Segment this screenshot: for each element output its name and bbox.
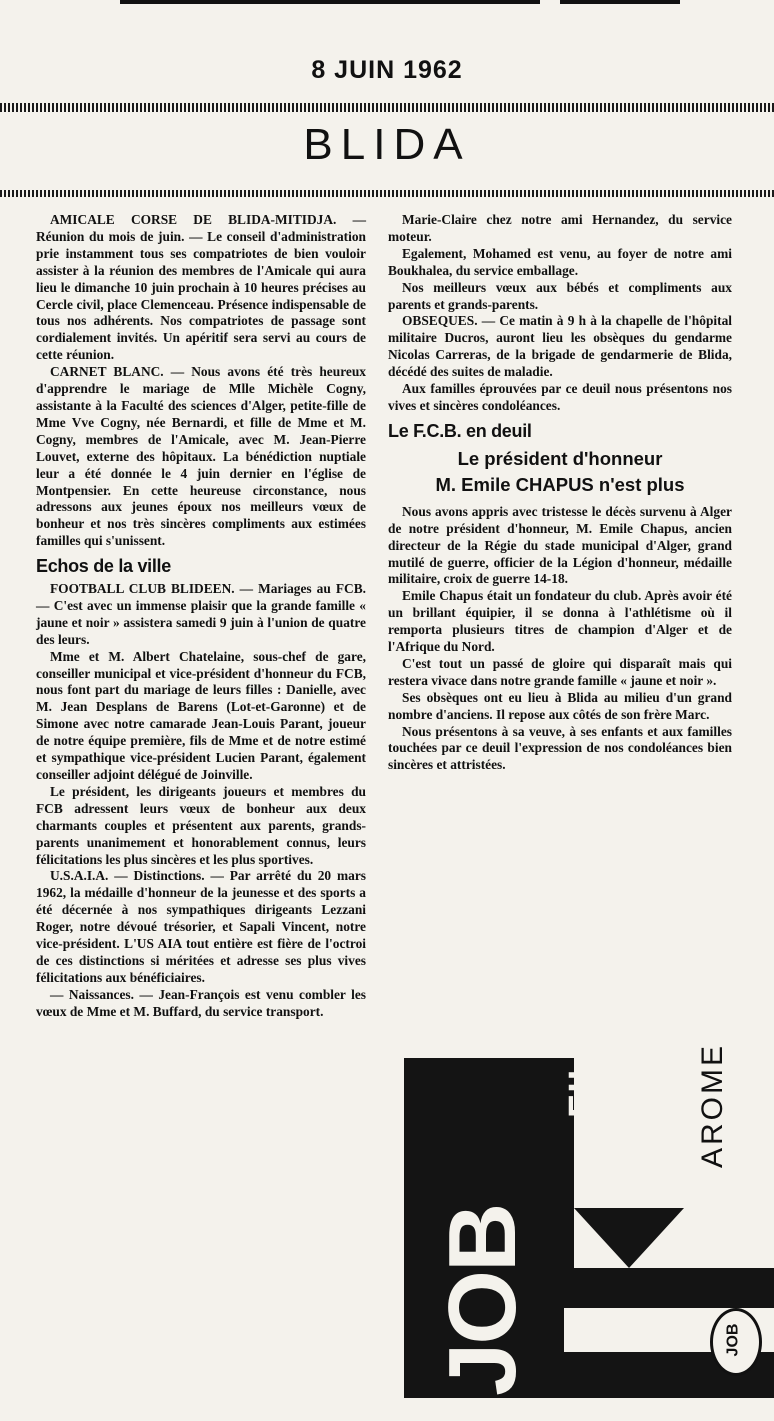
ad-seal-text: JOB bbox=[724, 1323, 742, 1357]
article-obseques: OBSEQUES. — Ce matin à 9 h à la chapelle de l'hôpital militaire Ducros, auront lieu les obsèques du gendarme Nicolas Carreras, de la brigade de gendarmerie de Blida, décédé des suites de maladie. bbox=[388, 313, 732, 380]
job-seal-icon bbox=[710, 1308, 762, 1376]
heading-echos: Echos de la ville bbox=[36, 556, 171, 577]
right-column bbox=[388, 212, 732, 774]
top-rule-right bbox=[560, 0, 680, 4]
article-chapus-deces: Nous avons appris avec tristesse le décès survenu à Alger de notre président d'honneur, M. Emile Chapus, ancien directeur de la Régie du stade municipal d'Alger, grand mutilé de guerre, officier de la Légion d'honneur, médaille militaire, croix de guerre 14-18. bbox=[388, 503, 732, 587]
section-title: BLIDA bbox=[303, 120, 471, 169]
top-rule-left bbox=[120, 0, 540, 4]
article-marie-claire: Marie-Claire chez notre ami Hernandez, du service moteur. bbox=[388, 212, 732, 244]
article-chatelaine: Mme et M. Albert Chatelaine, sous-chef de gare, conseiller municipal et vice-président d'honneur du FCB, nous font part du mariage de leurs filles : Danielle, avec M. Jean Desplans de Barens (Lot-et-Garonne) et de Simone avec notre camarade Jean-Louis Parant, joueur de notre équipe première, fils de Mme et de notre estimé et sympathique vice-président Lucien Parant, également conseiller adjoint délégué de Joinville. bbox=[36, 648, 366, 782]
page-date: 8 JUIN 1962 bbox=[311, 56, 463, 84]
article-naissances: — Naissances. — Jean-François est venu combler les vœux de Mme et M. Buffard, du service transport. bbox=[36, 986, 366, 1019]
headline-line-2: M. Emile CHAPUS n'est plus bbox=[435, 473, 685, 495]
article-mohamed: Egalement, Mohamed est venu, au foyer de notre ami Boukhalea, du service emballage. bbox=[388, 245, 732, 278]
heading-fcb-deuil: Le F.C.B. en deuil bbox=[388, 420, 532, 441]
article-chapus-fondateur: Emile Chapus était un fondateur du club. Après avoir été un brillant équipier, il se donna à l'athlétisme où il remporta plusieurs titres de champion d'Alger et de l'Afrique du Nord. bbox=[388, 588, 732, 655]
arrow-down-icon bbox=[574, 1208, 684, 1268]
article-amicale-corse: AMICALE CORSE DE BLIDA-MITIDJA. — Réunion du mois de juin. — Le conseil d'administration prie instamment tous ses compatriotes de bien vouloir assister à la réunion des membres de l'Amicale qui aura lieu le dimanche 10 juin prochain à 10 heures précises au Cercle civil, place Clemenceau. Présence indispensable de tous nos adhérents. Nos compatriotes de passage sont cordialement invités. Un apéritif sera servi au cours de cette réunion. bbox=[36, 212, 366, 363]
ad-brand-logo: JOB bbox=[429, 1204, 536, 1396]
article-president-voeux: Le président, les dirigeants joueurs et membres du FCB adressent leurs vœux de bonheur aux deux charmants couples et présentent aux parents, grands-parents unanimement et honorablement connus, leurs félicitations les plus sincères et les plus sportives. bbox=[36, 783, 366, 867]
headline-chapus bbox=[388, 446, 732, 498]
ad-arome-word: AROME bbox=[696, 1042, 729, 1168]
left-column bbox=[36, 212, 366, 1021]
article-chapus-obseques: Ses obsèques ont eu lieu à Blida au milieu d'un grand nombre d'anciens. Il repose aux côtés de son frère Marc. bbox=[388, 689, 732, 722]
headline-line-1: Le président d'honneur bbox=[457, 447, 663, 469]
article-chapus-gloire: C'est tout un passé de gloire qui disparaît mais qui restera vivace dans notre grande famille « jaune et noir ». bbox=[388, 655, 732, 688]
article-condoleances: Aux familles éprouvées par ce deuil nous présentons nos vives et sincères condoléances. bbox=[388, 381, 732, 413]
article-carnet-blanc: CARNET BLANC. — Nous avons été très heureux d'apprendre le mariage de Mlle Michèle Cogny, assistante à la Faculté des sciences d'Alger, petite-fille de Mme Vve Cogny, née Bernardi, et fille de Mme et M. Cogny, membres de l'Amicale, avec M. Jean-Pierre Louvet, externe des hôpitaux. La bénédiction nuptiale leur a été donnée le 4 juin dernier en l'église de Montpensier. En cette heureuse circonstance, nous adressons aux jeunes époux nos meilleurs vœux de bonheur et nos très sincères compliments aux estimées familles qui s'unissent. bbox=[36, 364, 366, 549]
article-voeux-bebes: Nos meilleurs vœux aux bébés et compliments aux parents et grands-parents. bbox=[388, 279, 732, 312]
article-chapus-condoleances: Nous présentons à sa veuve, à ses enfants et aux familles touchées par ce deuil l'expression de nos condoléances bien sincères et attristées. bbox=[388, 723, 732, 773]
ad-filtre-word: FILTRE bbox=[562, 975, 604, 1118]
job-advertisement bbox=[404, 975, 774, 1398]
article-usaia: U.S.A.I.A. — Distinctions. — Par arrêté du 20 mars 1962, la médaille d'honneur de la jeunesse et des sports a été décernée à nos sympathiques dirigeants Lezzani Roger, notre dévoué trésorier, et Sapali Vincent, notre vice-président. L'US AIA tout entière est fière de l'octroi de ces distinctions si méritées et adresse ses plus vives félicitations aux bénéficiaires. bbox=[36, 868, 366, 985]
article-football-club: FOOTBALL CLUB BLIDEEN. — Mariages au FCB. — C'est avec un immense plaisir que la grande famille « jaune et noir » assistera samedi 9 juin à l'union de quatre des leurs. bbox=[36, 581, 366, 647]
